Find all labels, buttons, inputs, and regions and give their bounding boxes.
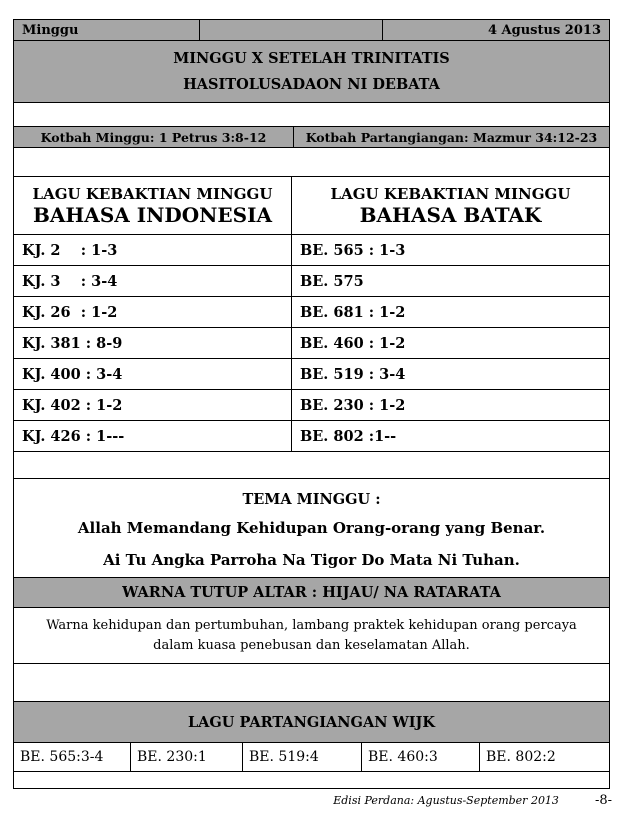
song-indonesia: KJ. 381 : 8-9 xyxy=(13,328,292,359)
theme-box xyxy=(13,478,610,578)
songs-table xyxy=(13,176,610,452)
theme-line-indonesia: Allah Memandang Kehidupan Orang-orang yang Benar. xyxy=(77,519,546,537)
wijk-song: BE. 565:3-4 xyxy=(13,743,131,772)
header-date: 4 Agustus 2013 xyxy=(382,19,610,41)
song-batak: BE. 565 : 1-3 xyxy=(292,235,610,266)
song-indonesia: KJ. 2 : 1-3 xyxy=(13,235,292,266)
page-footer xyxy=(0,791,612,809)
sunday-title xyxy=(13,41,610,103)
altar-desc-line1: Warna kehidupan dan pertumbuhan, lambang praktek kehidupan orang percaya xyxy=(46,617,577,633)
header-middle xyxy=(199,19,382,41)
title-line1: MINGGU X SETELAH TRINITATIS xyxy=(173,49,450,67)
kotbah-bar xyxy=(13,126,610,148)
kotbah-partangiangan: Kotbah Partangiangan: Mazmur 34:12-23 xyxy=(293,126,610,148)
title-line2: HASITOLUSADAON NI DEBATA xyxy=(183,75,440,93)
song-indonesia: KJ. 426 : 1--- xyxy=(13,421,292,452)
song-indonesia: KJ. 400 : 3-4 xyxy=(13,359,292,390)
wijk-songs-row xyxy=(13,743,610,772)
page-number: -8- xyxy=(594,792,612,808)
edition-label: Edisi Perdana: Agustus-September 2013 xyxy=(333,793,559,807)
wijk-song: BE. 230:1 xyxy=(131,743,243,772)
song-indonesia: KJ. 3 : 3-4 xyxy=(13,266,292,297)
altar-color-heading: WARNA TUTUP ALTAR : HIJAU/ NA RATARATA xyxy=(13,578,610,608)
wijk-song: BE. 519:4 xyxy=(243,743,362,772)
header-bar xyxy=(13,19,610,41)
song-batak: BE. 575 xyxy=(292,266,610,297)
song-indonesia: KJ. 402 : 1-2 xyxy=(13,390,292,421)
song-indonesia: KJ. 26 : 1-2 xyxy=(13,297,292,328)
indonesia-header-line1: LAGU KEBAKTIAN MINGGU xyxy=(32,184,273,203)
song-batak: BE. 460 : 1-2 xyxy=(292,328,610,359)
altar-desc-line2: dalam kuasa penebusan dan keselamatan Allah. xyxy=(153,637,470,653)
theme-heading: TEMA MINGGU : xyxy=(242,491,381,508)
batak-header xyxy=(292,176,610,235)
indonesia-header-line2: BAHASA INDONESIA xyxy=(32,202,272,227)
song-batak: BE. 519 : 3-4 xyxy=(292,359,610,390)
indonesia-header xyxy=(13,176,292,235)
wijk-song: BE. 460:3 xyxy=(362,743,480,772)
song-batak: BE. 681 : 1-2 xyxy=(292,297,610,328)
header-day: Minggu xyxy=(13,19,199,41)
batak-header-line1: LAGU KEBAKTIAN MINGGU xyxy=(330,184,571,203)
song-batak: BE. 230 : 1-2 xyxy=(292,390,610,421)
wijk-songs-heading: LAGU PARTANGIANGAN WIJK xyxy=(13,701,610,743)
song-batak: BE. 802 :1-- xyxy=(292,421,610,452)
kotbah-minggu: Kotbah Minggu: 1 Petrus 3:8-12 xyxy=(13,126,293,148)
wijk-song: BE. 802:2 xyxy=(480,743,610,772)
theme-line-batak: Ai Tu Angka Parroha Na Tigor Do Mata Ni Tuhan. xyxy=(103,551,520,569)
altar-color-description xyxy=(13,608,610,664)
batak-header-line2: BAHASA BATAK xyxy=(359,202,542,227)
